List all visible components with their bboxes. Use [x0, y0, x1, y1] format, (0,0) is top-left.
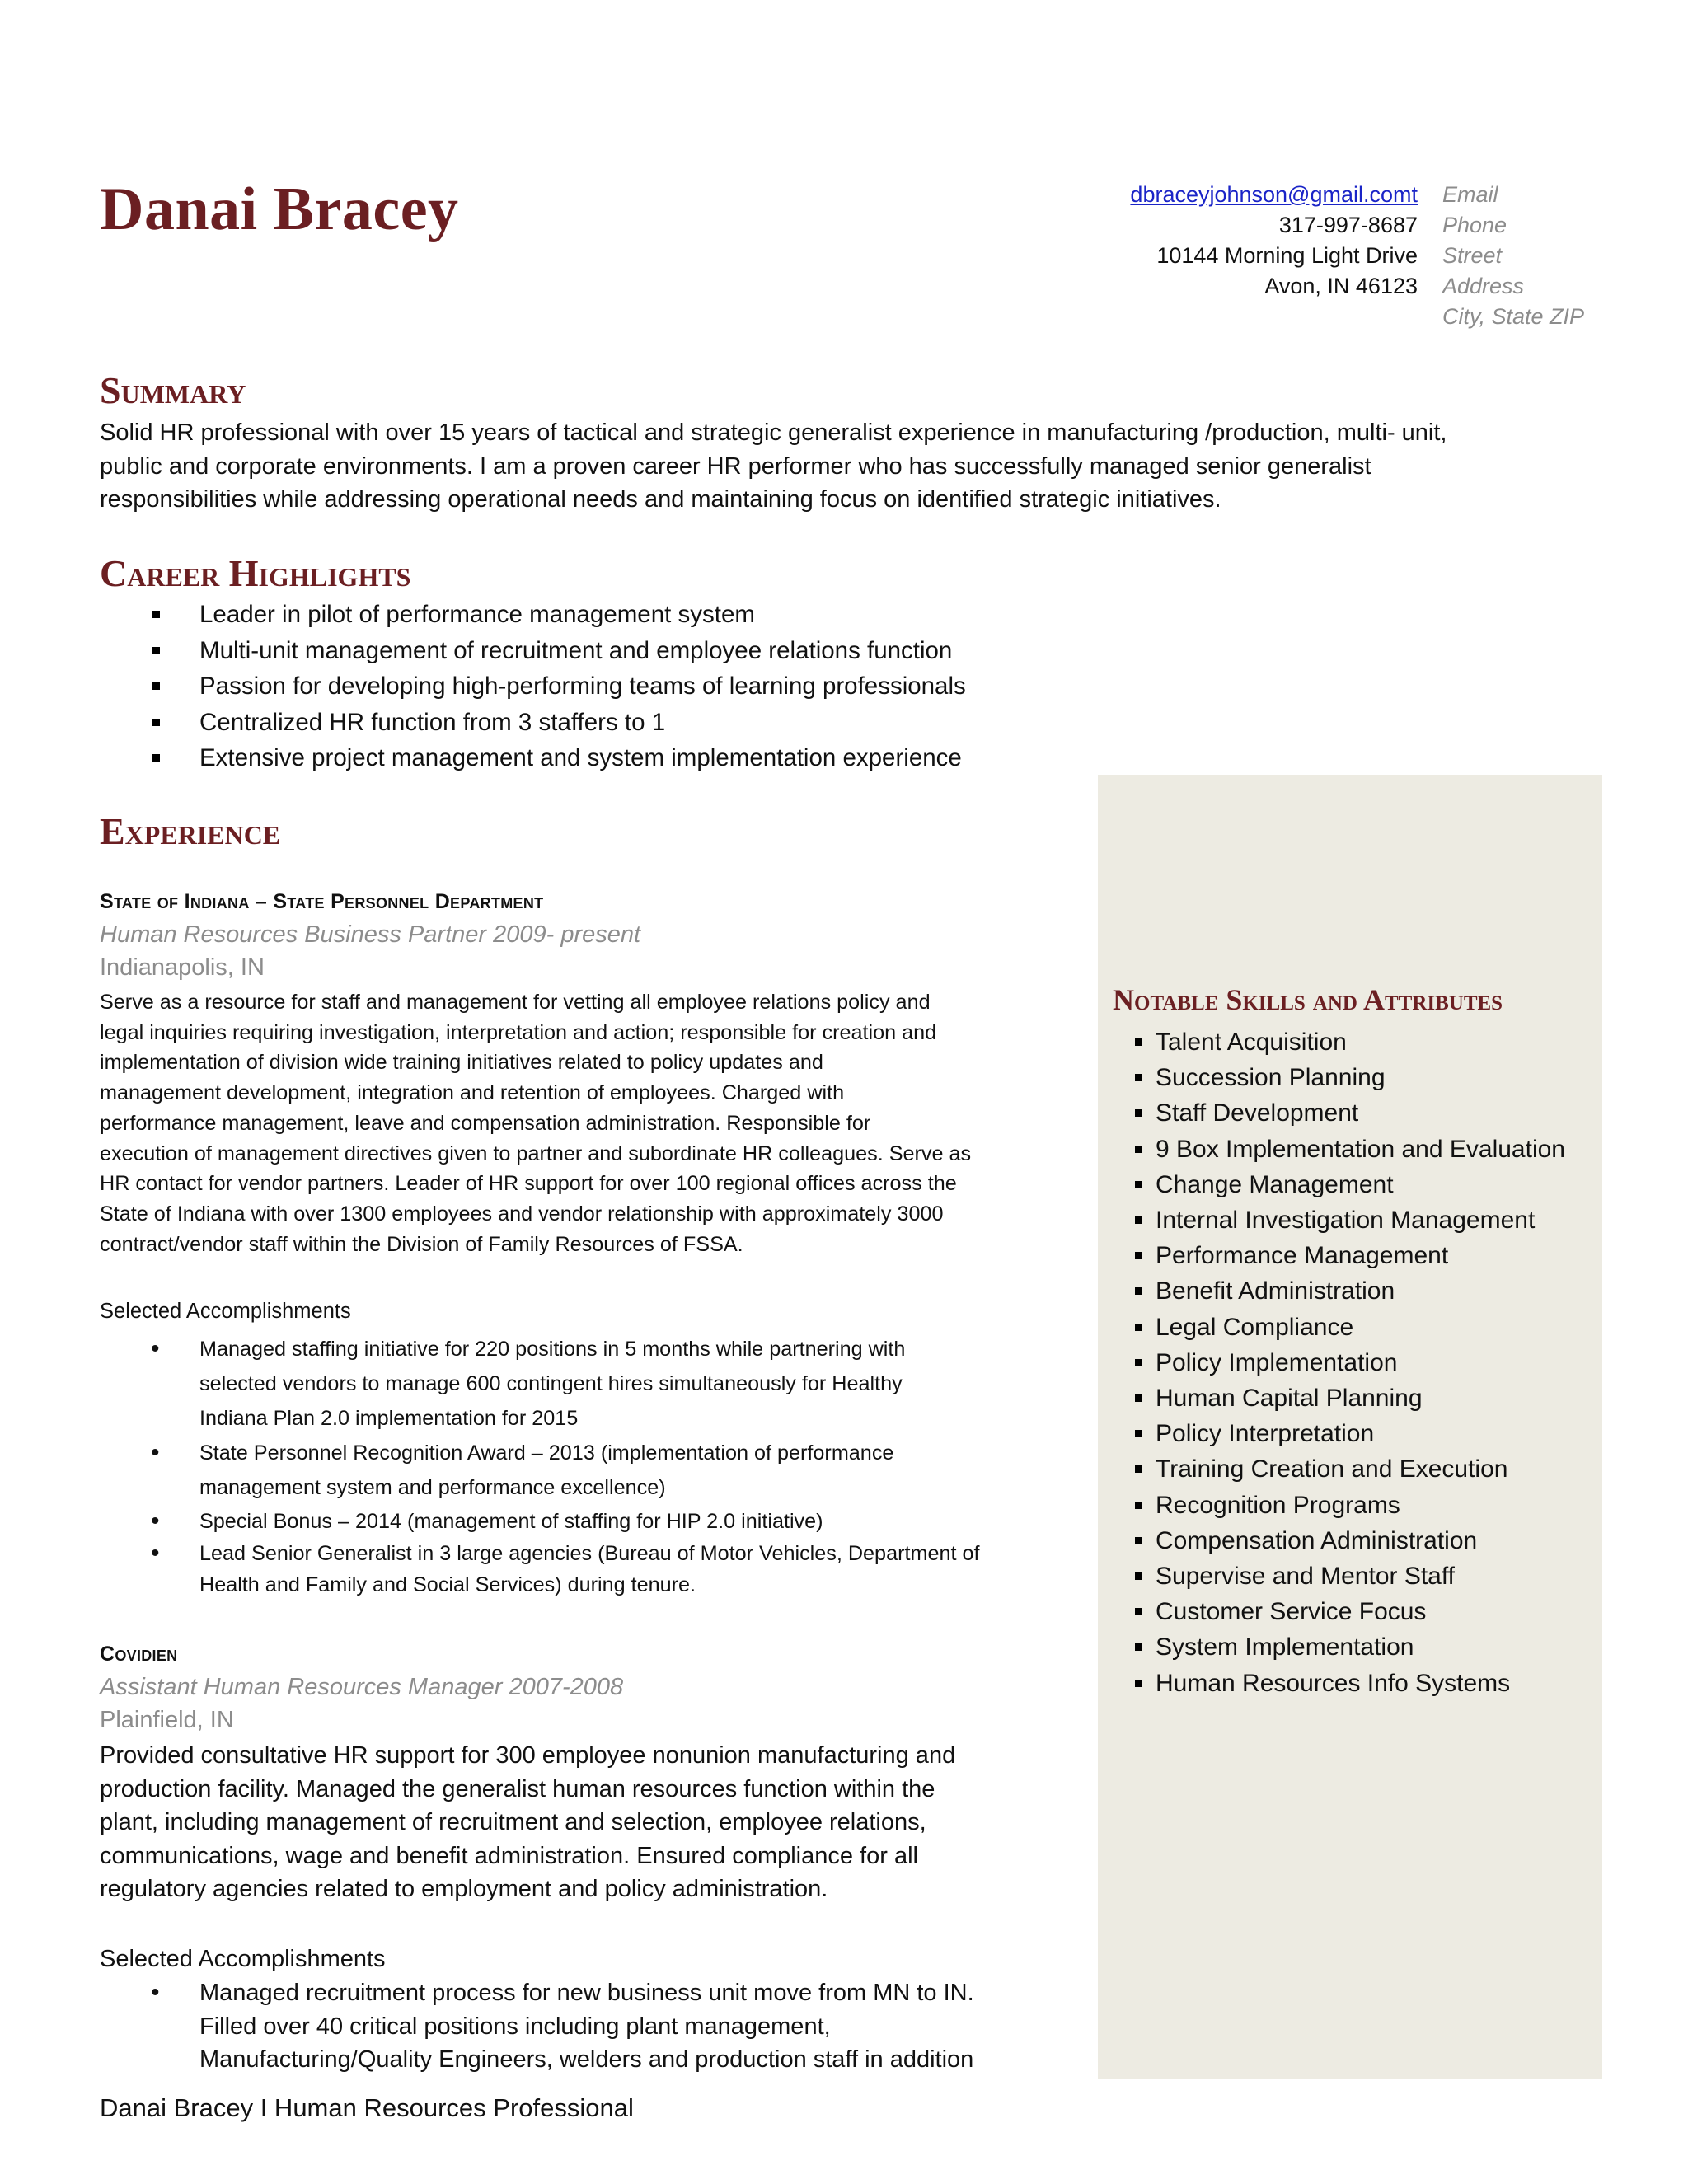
skill-item: Legal Compliance [1098, 1310, 1565, 1345]
job1-location: Indianapolis, IN [100, 954, 265, 981]
accomplishment-line: Manufacturing/Quality Engineers, welders and production staff in addition [199, 2046, 974, 2073]
job1-line: execution of management directives given to partner and subordinate HR colleagues. Serve as [100, 1141, 972, 1165]
skill-item: Customer Service Focus [1098, 1594, 1565, 1629]
highlight-item: Multi-unit management of recruitment and employee relations function [100, 633, 1089, 669]
accomplishment-item [100, 1538, 1089, 1601]
skill-item: Talent Acquisition [1098, 1024, 1565, 1060]
job1-accomplishments-title: Selected Accomplishments [100, 1300, 351, 1323]
job2-company: Covidien [100, 1643, 178, 1666]
city-state-zip: Avon, IN 46123 [1264, 274, 1418, 298]
job1-description [100, 987, 1089, 1259]
job1-company: State of Indiana – State Personnel Department [100, 890, 544, 913]
accomplishment-item [100, 1505, 1089, 1538]
skills-heading: Notable Skills and Attributes [1113, 983, 1503, 1016]
highlight-item: Centralized HR function from 3 staffers to 1 [100, 705, 1089, 741]
skill-item: Policy Implementation [1098, 1345, 1565, 1380]
skill-item: Compensation Administration [1098, 1523, 1565, 1558]
email-link[interactable]: dbraceyjohnson@gmail.comt [1130, 182, 1418, 207]
job2-line: Provided consultative HR support for 300 employee nonunion manufacturing and [100, 1742, 956, 1769]
job1-line: contract/vendor staff within the Division of Family Resources of FSSA. [100, 1232, 743, 1256]
candidate-name: Danai Bracey [100, 176, 459, 243]
job2-line: regulatory agencies related to employment and policy administration. [100, 1876, 828, 1902]
street-address: 10144 Morning Light Drive [1156, 243, 1418, 268]
label-address: Address [1442, 274, 1525, 298]
skill-item: Supervise and Mentor Staff [1098, 1558, 1565, 1594]
skill-item: Performance Management [1098, 1238, 1565, 1273]
highlight-item: Extensive project management and system implementation experience [100, 740, 1089, 776]
highlights-heading: Career Highlights [100, 552, 411, 594]
accomplishment-line: • Managed recruitment process for new business unit move from MN to IN. [199, 1980, 974, 2006]
label-email: Email [1442, 182, 1498, 207]
skill-item: Human Resources Info Systems [1098, 1666, 1565, 1701]
skill-item: Benefit Administration [1098, 1273, 1565, 1309]
summary-heading: Summary [100, 369, 246, 411]
skill-item: Change Management [1098, 1167, 1565, 1202]
experience-heading: Experience [100, 810, 281, 852]
accomplishment-line: selected vendors to manage 600 contingent hires simultaneously for Healthy [199, 1372, 903, 1395]
highlight-item: Passion for developing high-performing teams of learning professionals [100, 668, 1089, 705]
label-street: Street [1442, 243, 1503, 268]
job2-line: plant, including management of recruitment and selection, employee relations, [100, 1809, 926, 1835]
accomplishment-line: • Lead Senior Generalist in 3 large agencies (Bureau of Motor Vehicles, Department of [199, 1542, 980, 1565]
summary-text [100, 416, 1616, 517]
job1-line: management development, integration and retention of employees. Charged with [100, 1081, 845, 1105]
summary-line: responsibilities while addressing operational needs and maintaining focus on identified strategic initiatives. [100, 486, 1221, 513]
accomplishment-line: Filled over 40 critical positions including plant management, [199, 2013, 831, 2040]
job2-role: Assistant Human Resources Manager 2007-2008 [100, 1674, 624, 1700]
job2-accomplishments-title: Selected Accomplishments [100, 1946, 386, 1972]
job2-line: communications, wage and benefit administration. Ensured compliance for all [100, 1842, 918, 1869]
accomplishment-line: Indiana Plan 2.0 implementation for 2015 [199, 1407, 579, 1430]
job1-line: performance management, leave and compensation administration. Responsible for [100, 1111, 871, 1135]
contact-labels [1442, 180, 1657, 332]
summary-line: Solid HR professional with over 15 years of tactical and strategic generalist experience in manufacturing /production, multi- unit, [100, 419, 1447, 446]
job2-line: production facility. Managed the generalist human resources function within the [100, 1775, 935, 1802]
skill-item: Policy Interpretation [1098, 1416, 1565, 1451]
job2-accomplishments [100, 1976, 1089, 2077]
accomplishment-item [100, 1436, 1089, 1505]
job1-line: Serve as a resource for staff and management for vetting all employee relations policy and [100, 991, 931, 1014]
job2-location: Plainfield, IN [100, 1707, 234, 1733]
skill-item: System Implementation [1098, 1629, 1565, 1665]
job1-line: State of Indiana with over 1300 employees and vendor relationship with approximately 3000 [100, 1202, 944, 1226]
accomplishment-item [100, 1976, 1089, 2077]
job1-accomplishments [100, 1332, 1089, 1601]
skill-item: Recognition Programs [1098, 1488, 1565, 1523]
contact-block [923, 180, 1418, 302]
accomplishment-item [100, 1332, 1089, 1436]
skill-item: Staff Development [1098, 1095, 1565, 1131]
skill-item: Human Capital Planning [1098, 1380, 1565, 1416]
highlight-item: Leader in pilot of performance management system [100, 597, 1089, 633]
job1-line: implementation of division wide training initiatives related to policy updates and [100, 1051, 823, 1075]
accomplishment-line: • Managed staffing initiative for 220 positions in 5 months while partnering with [199, 1338, 906, 1361]
label-phone: Phone [1442, 213, 1507, 237]
label-city-state-zip: City, State ZIP [1442, 304, 1585, 329]
skills-list [1098, 1024, 1565, 1701]
summary-line: public and corporate environments. I am a proven career HR performer who has successfully managed senior generalist [100, 452, 1372, 480]
job1-role: Human Resources Business Partner 2009- present [100, 921, 641, 948]
job1-line: HR contact for vendor partners. Leader of HR support for over 100 regional offices across the [100, 1172, 957, 1196]
accomplishment-line: • Special Bonus – 2014 (management of staffing for HIP 2.0 initiative) [199, 1510, 823, 1533]
skill-item: 9 Box Implementation and Evaluation [1098, 1132, 1565, 1167]
job1-line: legal inquiries requiring investigation, interpretation and action; responsible for creation and [100, 1020, 937, 1044]
job2-description [100, 1739, 1089, 1906]
skill-item: Succession Planning [1098, 1060, 1565, 1095]
page-footer: Danai Bracey I Human Resources Professional [100, 2093, 634, 2122]
skill-item: Training Creation and Execution [1098, 1451, 1565, 1487]
highlights-list [100, 597, 1089, 776]
phone-number: 317-997-8687 [1278, 213, 1418, 237]
accomplishment-line: • State Personnel Recognition Award – 2013 (implementation of performance [199, 1441, 894, 1465]
skills-sidebar [1098, 775, 1602, 2079]
accomplishment-line: management system and performance excellence) [199, 1476, 666, 1499]
accomplishment-line: Health and Family and Social Services) during tenure. [199, 1573, 696, 1596]
skill-item: Internal Investigation Management [1098, 1202, 1565, 1238]
